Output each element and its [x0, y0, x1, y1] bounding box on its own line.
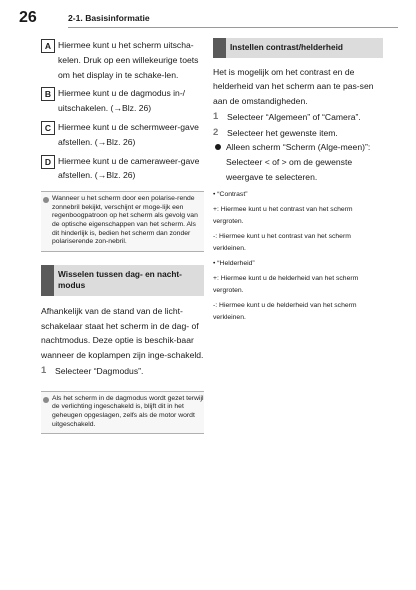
step-number: 2	[213, 126, 219, 138]
item-text-c: Hiermee kunt u de schermweer-gave afstellen. (→Blz. 26)	[58, 121, 199, 147]
step-2	[213, 126, 383, 141]
brightness-minus-text: -: Hiermee kunt u de helderheid van het scherm verkleinen.	[213, 302, 357, 321]
list-item-d	[41, 154, 204, 184]
paragraph-contrast: Het is mogelijk om het contrast en de helderheid van het scherm aan te pas-sen aan de omstandigheden.	[213, 66, 374, 107]
heading-bar	[213, 38, 226, 58]
bullet-text: Alleen scherm “Scherm (Alge-meen)”: Selecteer < of > om de gewenste weergave te selecteren.	[226, 142, 371, 183]
note-polarized	[41, 191, 204, 252]
right-column	[213, 38, 383, 323]
heading-text: Instellen contrast/helderheid	[230, 42, 343, 52]
step-text: Selecteer het gewenste item.	[227, 127, 338, 138]
step-text: Selecteer “Algemeen” of “Camera”.	[227, 111, 361, 122]
step-number: 1	[41, 364, 47, 376]
list-item-c	[41, 120, 204, 150]
item-key-d: D	[41, 155, 55, 169]
step-number: 1	[213, 110, 219, 122]
brightness-plus-text: +: Hiermee kunt u de helderheid van het scherm vergroten.	[213, 275, 359, 294]
heading-day-night	[41, 265, 204, 296]
note-bullet-icon	[43, 397, 49, 403]
contrast-label: • “Contrast”	[213, 190, 248, 198]
item-text-d: Hiermee kunt u de cameraweer-gave afstellen. (→Blz. 26)	[58, 155, 200, 181]
list-item-a	[41, 38, 204, 82]
step-1	[213, 110, 383, 125]
item-key-b: B	[41, 87, 55, 101]
heading-text: Wisselen tussen dag- en nacht-modus	[58, 268, 182, 291]
contrast-plus-text: +: Hiermee kunt u het contrast van het scherm vergroten.	[213, 206, 353, 225]
page-number: 26	[19, 9, 37, 26]
contrast-minus-text: -: Hiermee kunt u het contrast van het scherm verkleinen.	[213, 233, 351, 252]
item-text-a: Hiermee kunt u het scherm uitscha-kelen. Druk op een willekeurige toets om het display in te schake-len.	[58, 40, 199, 80]
item-text-b: Hiermee kunt u de dagmodus in-/ uitschakelen. (→Blz. 26)	[58, 88, 186, 114]
bullet-item	[213, 140, 383, 184]
item-key-a: A	[41, 39, 55, 53]
heading-bar	[41, 265, 54, 296]
note-text: Wanneer u het scherm door een polarise-rende zonnebril bekijkt, verschijnt er moge-lijk een regenboogpatroon op het scherm als gevolg van de optische eigenschappen van het scherm. Als dit hinderlijk is, bedien het scherm dan zonder polariserende zon-nebril.	[52, 195, 198, 246]
section-title: 2-1. Basisinformatie	[68, 13, 150, 23]
header-divider	[68, 27, 398, 28]
note-day-mode	[41, 391, 204, 434]
heading-contrast	[213, 38, 383, 58]
brightness-label: • “Helderheid”	[213, 259, 255, 267]
left-column	[41, 38, 204, 434]
note-text: Als het scherm in de dagmodus wordt gezet terwijl de verlichting ingeschakeld is, blijft dit in het geheugen opgeslagen, zelfs als de motor wordt uitgeschakeld.	[52, 394, 204, 428]
bullet-dot-icon	[215, 144, 221, 150]
step-1	[41, 364, 204, 379]
paragraph-day-night: Afhankelijk van de stand van de licht-schakelaar staat het scherm in de dag- of nachtmodus. Deze optie is beschik-baar wanneer de koplampen zijn inge-schakeld.	[41, 305, 204, 361]
list-item-b	[41, 86, 204, 116]
note-bullet-icon	[43, 197, 49, 203]
step-text: Selecteer “Dagmodus”.	[55, 365, 144, 376]
item-key-c: C	[41, 121, 55, 135]
